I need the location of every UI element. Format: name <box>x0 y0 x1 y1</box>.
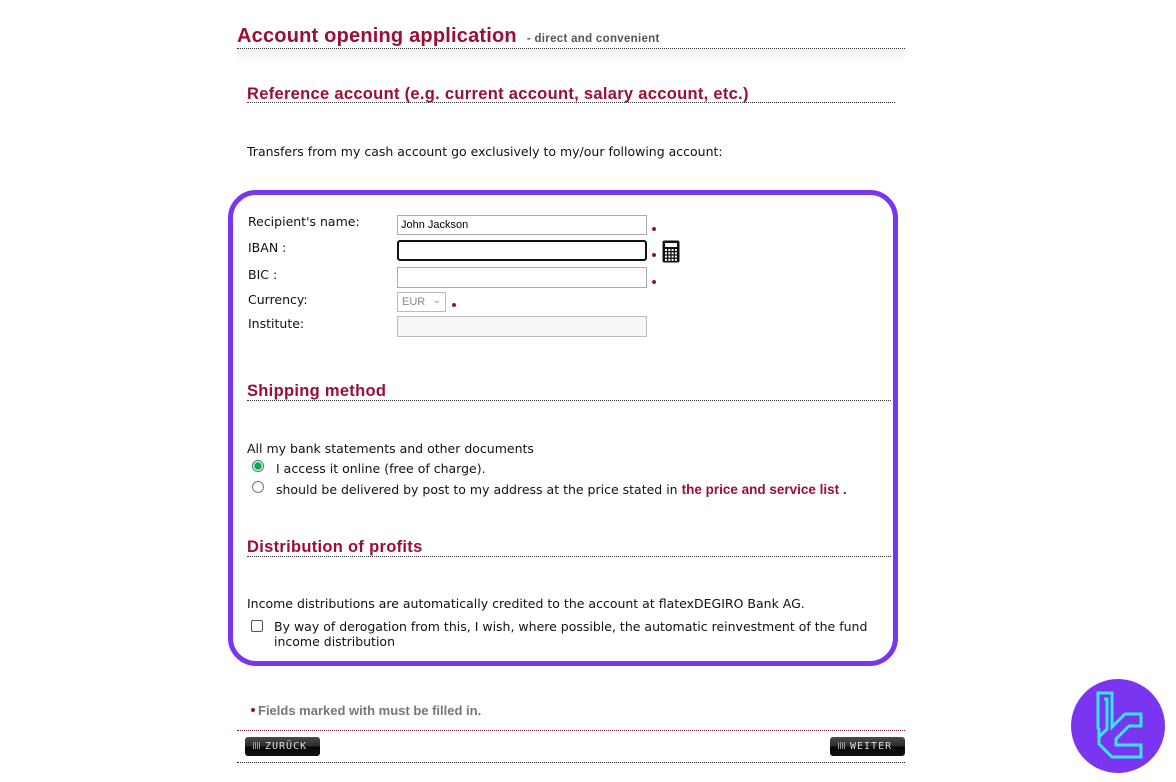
iban-input[interactable] <box>397 240 647 261</box>
reinvestment-label-line2: income distribution <box>274 634 395 649</box>
required-note-text: Fields marked with must be filled in. <box>258 703 482 718</box>
footer-divider-top <box>237 730 905 731</box>
currency-select[interactable] <box>397 292 446 312</box>
reinvestment-checkbox[interactable] <box>251 620 263 632</box>
radio-post-label <box>276 482 847 497</box>
page-title-text: Account opening application <box>237 25 517 47</box>
price-service-list-link[interactable]: the price and service list . <box>681 482 847 497</box>
radio-post-text: should be delivered by post to my address at the price stated in <box>276 482 678 497</box>
reinvestment-label-line1: By way of derogation from this, I wish, where possible, the automatic reinvestment of the fund <box>274 619 868 634</box>
required-marker <box>652 227 656 231</box>
currency-value: EUR <box>402 296 426 308</box>
back-button-label: ZURÜCK <box>265 741 308 752</box>
reference-divider <box>247 102 895 103</box>
chevron-down-icon: ⌄ <box>432 295 441 306</box>
title-band <box>237 49 905 63</box>
back-button[interactable] <box>245 737 320 756</box>
institute-label: Institute: <box>248 316 305 331</box>
required-marker <box>652 253 656 257</box>
distribution-intro: Income distributions are automatically credited to the account at flatexDEGIRO Bank AG. <box>247 596 805 611</box>
bic-input[interactable] <box>397 267 647 288</box>
iban-label: IBAN : <box>248 240 287 255</box>
radio-post[interactable] <box>252 481 264 493</box>
section-heading-shipping: Shipping method <box>247 382 387 400</box>
next-button[interactable] <box>830 737 905 756</box>
next-button-label: WEITER <box>850 741 893 752</box>
section-heading-reference: Reference account (e.g. current account, salary account, etc.) <box>247 85 749 103</box>
bic-label: BIC : <box>248 267 278 282</box>
page-title <box>237 25 660 48</box>
reinvestment-label <box>274 619 867 649</box>
shipping-divider <box>247 400 891 401</box>
radio-online-label: I access it online (free of charge). <box>276 461 486 476</box>
distribution-divider <box>247 556 891 557</box>
required-marker <box>251 708 255 712</box>
page-subtitle: - direct and convenient <box>526 33 660 45</box>
highlight-frame <box>228 190 898 666</box>
shipping-intro: All my bank statements and other documents <box>247 441 534 456</box>
required-note <box>251 703 481 718</box>
radio-online[interactable] <box>252 460 264 472</box>
calculator-icon[interactable] <box>662 240 680 263</box>
reference-intro: Transfers from my cash account go exclusively to my/our following account: <box>247 144 723 159</box>
brand-logo-icon <box>1071 679 1165 773</box>
recipient-name-input[interactable] <box>397 215 647 235</box>
brand-logo <box>1071 679 1165 773</box>
currency-label: Currency: <box>248 292 308 307</box>
required-marker <box>452 303 456 307</box>
grip-icon <box>253 742 260 749</box>
grip-icon <box>838 742 845 749</box>
footer-divider-bottom <box>237 762 905 763</box>
section-heading-distribution: Distribution of profits <box>247 538 423 556</box>
required-marker <box>652 280 656 284</box>
institute-input <box>397 316 647 337</box>
recipient-label: Recipient's name: <box>248 214 360 229</box>
